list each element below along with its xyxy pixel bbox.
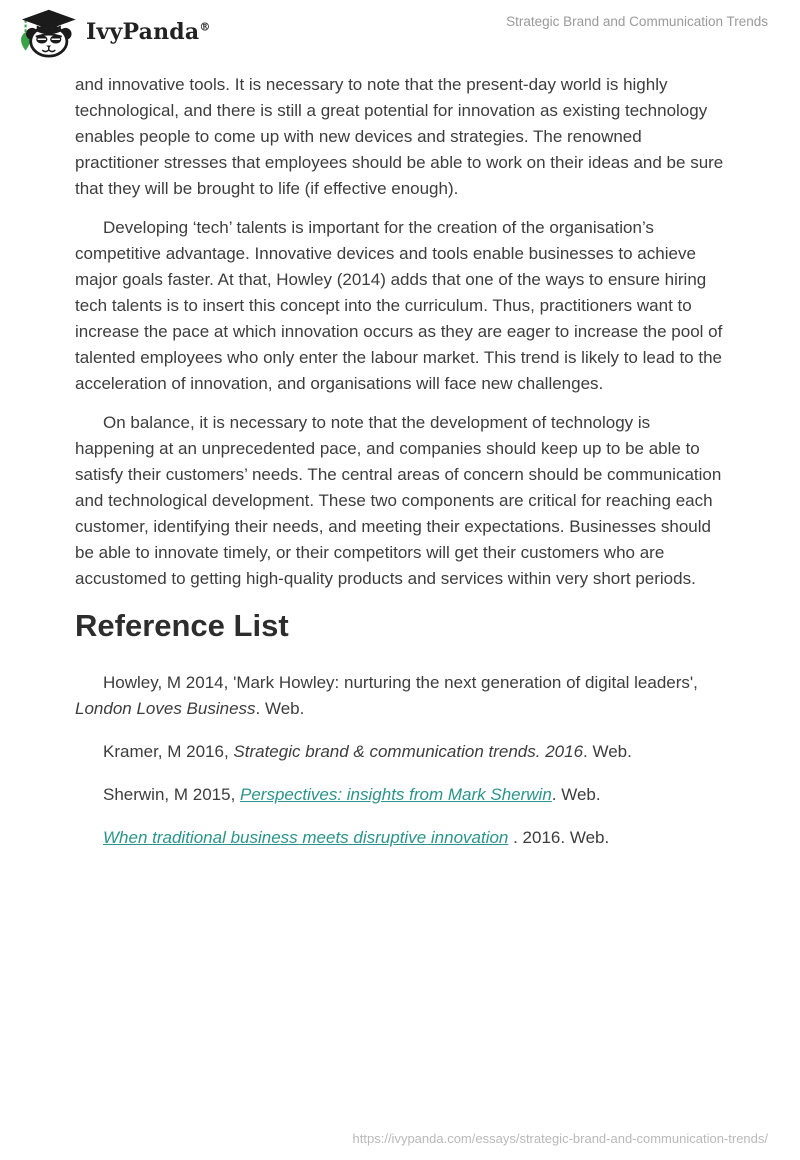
paragraph-3: On balance, it is necessary to note that the development of technology is happening at an unprecedented pace, and companies should keep up to be able to satisfy their customers’ needs. The central areas of concern should be communication and technological development. These two components are critical for reaching each customer, identifying their needs, and meeting their expectations. Businesses should be able to innovate timely, or their competitors will get their customers who are accustomed to getting high-quality products and services within very short periods. (75, 413, 722, 588)
document-title: Strategic Brand and Communication Trends (506, 14, 768, 29)
reference-entry-kramer (75, 739, 725, 765)
reference-source-italic: Strategic brand & communication trends. 2016 (233, 742, 584, 761)
essay-content (75, 72, 725, 868)
reference-link-disruptive-innovation[interactable]: When traditional business meets disruptive innovation (103, 828, 509, 847)
footer-source-url: https://ivypanda.com/essays/strategic-brand-and-communication-trends/ (352, 1131, 768, 1146)
brand-name (86, 19, 211, 45)
reference-source-italic: London Loves Business (75, 699, 256, 718)
registered-trademark-symbol: ® (199, 20, 211, 34)
ivypanda-panda-logo-icon (13, 6, 79, 58)
reference-entry-sherwin (75, 782, 725, 808)
reference-text: Sherwin, M 2015, (103, 785, 241, 804)
reference-text: . Web. (551, 785, 601, 804)
reference-text: Kramer, M 2016, (103, 742, 234, 761)
reference-text: . 2016. Web. (508, 828, 610, 847)
paragraph-2: Developing ‘tech’ talents is important for the creation of the organisation’s competitive advantage. Innovative devices and tools enable businesses to achieve major goals faster. At that, Howley (2014) adds that one of the ways to ensure hiring tech talents is to insert this concept into the curriculum. Thus, practitioners want to increase the pace at which innovation occurs as they are eager to increase the pool of talented employees who only enter the labour market. This trend is likely to lead to the acceleration of innovation, and organisations will face new challenges. (75, 218, 723, 393)
brand-name-text: IvyPanda (86, 19, 200, 45)
reference-text: . Web. (583, 742, 632, 761)
reference-entry-disruptive-innovation (75, 825, 725, 851)
reference-link-perspectives[interactable]: Perspectives: insights from Mark Sherwin (240, 785, 552, 804)
brand (13, 6, 211, 58)
reference-list-heading: Reference List (75, 608, 289, 643)
page-header (0, 0, 800, 64)
reference-text: . Web. (255, 699, 305, 718)
paragraph-1: and innovative tools. It is necessary to note that the present-day world is highly technological, and there is still a great potential for innovation as existing technology enables people to come up with new devices and strategies. The renowned practitioner stresses that employees should be able to work on their ideas and be sure that they will be brought to life (if effective enough). (75, 75, 724, 198)
reference-entry-howley (75, 670, 725, 722)
reference-text: Howley, M 2014, 'Mark Howley: nurturing the next generation of digital leaders', (103, 673, 698, 692)
